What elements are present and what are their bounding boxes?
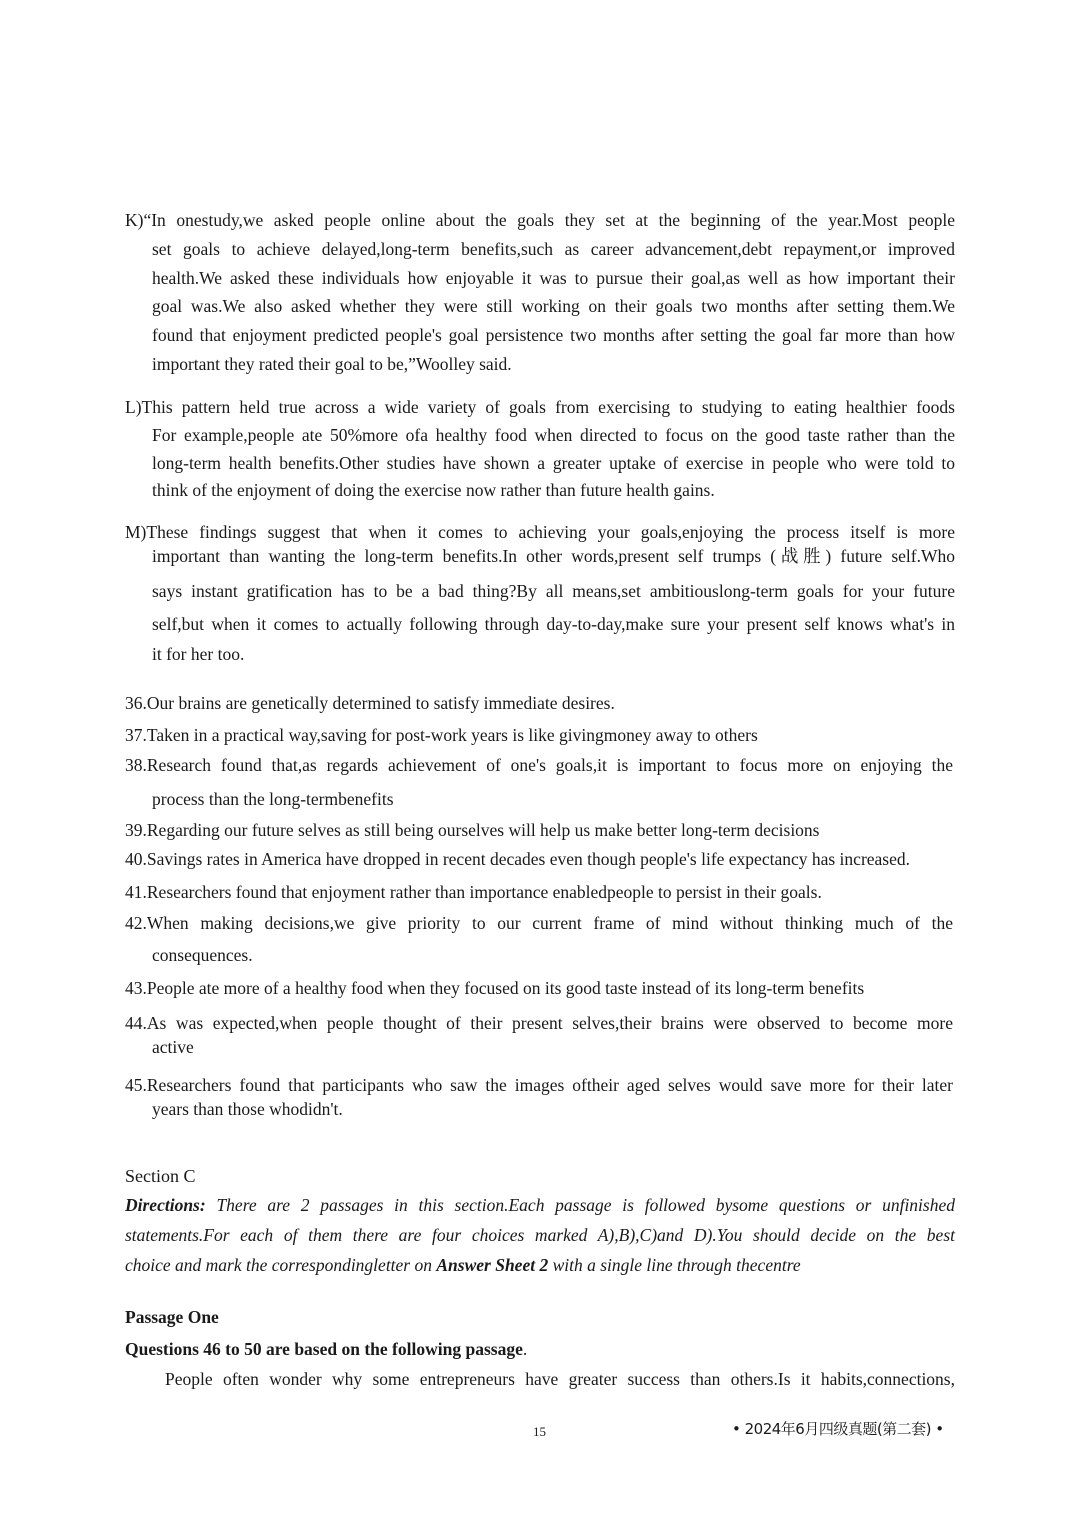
directions-line bbox=[125, 1193, 955, 1223]
passage-first-line: People often wonder why some entrepreneurs have greater success than others.Is it habits,connections, bbox=[165, 1369, 955, 1389]
question-37 bbox=[125, 723, 953, 747]
question-44 bbox=[125, 1011, 953, 1059]
paragraph-l-line: L)This pattern held true across a wide variety of goals from exercising to studying to eating healthier foods bbox=[125, 397, 955, 417]
directions-line: statements.For each of them there are four choices marked A),B),C)and D).You should decide on the best bbox=[125, 1225, 955, 1245]
question-39 bbox=[125, 818, 953, 842]
question-36 bbox=[125, 691, 953, 715]
question-text: process than the long-termbenefits bbox=[152, 789, 394, 809]
question-text: 41.Researchers found that enjoyment rather than importance enabledpeople to persist in their goals. bbox=[125, 882, 822, 902]
question-text: 39.Regarding our future selves as still being ourselves will help us make better long-term decisions bbox=[125, 820, 820, 840]
paragraph-m bbox=[125, 520, 955, 668]
paragraph-l bbox=[125, 394, 955, 505]
question-40 bbox=[125, 847, 953, 871]
paragraph-k-line: important they rated their goal to be,”Woolley said. bbox=[152, 353, 512, 374]
passage-title: Passage One bbox=[125, 1307, 219, 1327]
answer-sheet-label: Answer Sheet 2 bbox=[436, 1255, 549, 1275]
paragraph-m-line: M)These findings suggest that when it comes to achieving your goals,enjoying the process itself is more bbox=[125, 522, 955, 542]
paragraph-m-line: self,but when it comes to actually following through day-to-day,make sure your present self knows what's in bbox=[152, 614, 955, 634]
questions-intro bbox=[125, 1339, 527, 1360]
question-text: 42.When making decisions,we give priority to our current frame of mind without thinking much of the bbox=[125, 913, 953, 933]
question-text: 45.Researchers found that participants who saw the images oftheir aged selves would save more for their later bbox=[125, 1075, 953, 1095]
page-number: 15 bbox=[533, 1424, 546, 1439]
paragraph-m-line: says instant gratification has to be a bad thing?By all means,set ambitiouslong-term goals for your future bbox=[152, 581, 955, 601]
paragraph-m-line: it for her too. bbox=[152, 644, 245, 664]
paragraph-m-line: important than wanting the long-term benefits.In other words,present self trumps (战胜) future self.Who bbox=[152, 546, 955, 566]
paragraph-k-line: health.We asked these individuals how enjoyable it was to pursue their goal,as well as how important their bbox=[152, 267, 955, 288]
question-38 bbox=[125, 753, 953, 811]
paragraph-l-line: For example,people ate 50%more ofa healthy food when directed to focus on the good taste rather than the bbox=[152, 424, 955, 445]
question-41 bbox=[125, 880, 953, 904]
question-text: 38.Research found that,as regards achievement of one's goals,it is important to focus more on enjoying the bbox=[125, 755, 953, 775]
question-text: 37.Taken in a practical way,saving for post-work years is like givingmoney away to others bbox=[125, 725, 758, 745]
directions-text: choice and mark the correspondingletter on bbox=[125, 1255, 437, 1275]
directions-label: Directions: bbox=[125, 1195, 206, 1215]
paragraph-k-line: goal was.We also asked whether they were still working on their goals two months after setting them.We bbox=[152, 296, 955, 317]
paragraph-k-line: K)“In onestudy,we asked people online about the goals they set at the beginning of the year.Most people bbox=[125, 210, 955, 230]
exam-label: • 2024年6月四级真题(第二套) • bbox=[732, 1420, 944, 1438]
directions-text: with a single line through thecentre bbox=[548, 1255, 801, 1275]
question-43 bbox=[125, 976, 953, 1000]
question-text: 36.Our brains are genetically determined to satisfy immediate desires. bbox=[125, 693, 615, 713]
question-45 bbox=[125, 1073, 953, 1121]
paragraph-l-line: think of the enjoyment of doing the exercise now rather than future health gains. bbox=[152, 480, 715, 501]
question-text: 43.People ate more of a healthy food when they focused on its good taste instead of its long-term benefits bbox=[125, 978, 865, 998]
directions-line bbox=[125, 1253, 955, 1283]
question-text: 44.As was expected,when people thought of their present selves,their brains were observed to become more bbox=[125, 1013, 953, 1033]
questions-intro-text: Questions 46 to 50 are based on the following passage bbox=[125, 1339, 523, 1359]
question-text: consequences. bbox=[152, 945, 253, 965]
questions-intro-period: . bbox=[522, 1339, 528, 1359]
paragraph-k bbox=[125, 206, 955, 379]
paragraph-l-line: long-term health benefits.Other studies have shown a greater uptake of exercise in people who were told to bbox=[152, 452, 955, 473]
paragraph-k-line: found that enjoyment predicted people's goal persistence two months after setting the goal far more than how bbox=[152, 325, 955, 346]
section-title: Section C bbox=[125, 1166, 196, 1186]
question-text: 40.Savings rates in America have dropped in recent decades even though people's life expectancy has increased. bbox=[125, 849, 911, 869]
question-text: years than those whodidn't. bbox=[152, 1099, 343, 1119]
question-42 bbox=[125, 911, 953, 967]
question-text: active bbox=[152, 1037, 194, 1057]
directions-text: There are 2 passages in this section.Each passage is followed bysome questions or unfinished bbox=[205, 1195, 955, 1215]
paragraph-k-line: set goals to achieve delayed,long-term benefits,such as career advancement,debt repayment,or improved bbox=[152, 238, 955, 259]
directions bbox=[125, 1193, 955, 1283]
